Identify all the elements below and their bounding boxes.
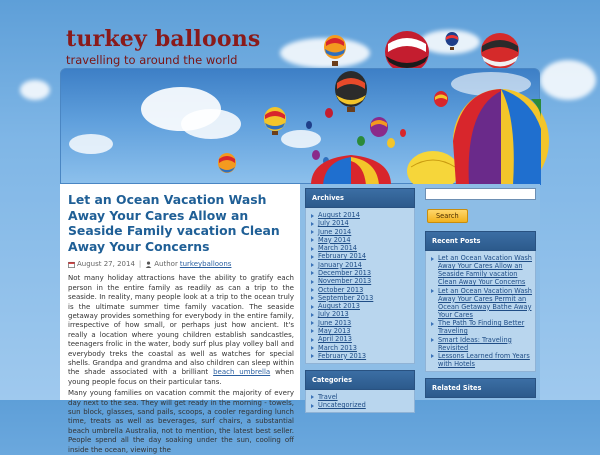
post-title[interactable]: Let an Ocean Vacation Wash Away Your Cares Allow an Seaside Family vacation Clean Away Your Concerns <box>68 192 280 254</box>
archive-item-link[interactable]: May 2013 <box>318 326 351 335</box>
meta-separator: | <box>138 260 142 269</box>
archive-item[interactable] <box>311 310 411 318</box>
post-body <box>68 274 294 455</box>
archive-item[interactable] <box>311 352 411 360</box>
main-content <box>60 184 300 454</box>
archive-item[interactable] <box>311 261 411 269</box>
categories-title: Categories <box>305 370 415 390</box>
archive-item-link[interactable]: April 2013 <box>318 335 352 344</box>
archive-item-link[interactable]: July 2013 <box>318 310 349 319</box>
site-title[interactable]: turkey balloons <box>66 26 261 52</box>
recent-post-item-link[interactable]: The Path To Finding Better Traveling <box>438 319 525 336</box>
author-link[interactable]: turkeyballoons <box>179 260 232 269</box>
recent-posts-list <box>431 254 532 368</box>
archive-item-link[interactable]: October 2013 <box>318 285 364 294</box>
category-item-link[interactable]: Travel <box>318 392 338 401</box>
recent-post-item-link[interactable]: Smart Ideas: Traveling Revisited <box>438 335 512 352</box>
category-item[interactable] <box>311 393 411 401</box>
archive-item[interactable] <box>311 302 411 310</box>
user-icon <box>145 261 152 268</box>
post-text: when young people focus on their particular tans. <box>68 368 294 386</box>
archive-item[interactable] <box>311 327 411 335</box>
archive-item-link[interactable]: August 2014 <box>318 211 360 219</box>
beach-umbrella-link[interactable]: beach umbrella <box>213 368 271 377</box>
archive-item-link[interactable]: September 2013 <box>318 293 374 302</box>
archive-item[interactable] <box>311 219 411 227</box>
archive-item-link[interactable]: February 2013 <box>318 351 367 360</box>
balloon-illustration <box>320 34 350 70</box>
archive-item[interactable] <box>311 344 411 352</box>
archive-item[interactable] <box>311 335 411 343</box>
site-tagline: travelling to around the world <box>66 53 238 67</box>
archive-item-link[interactable]: June 2013 <box>318 318 352 327</box>
post-paragraph: Many young families on vacation commit the majority of every day next to the sea. They will get ready in the morning - towels, sun block, glasses, sand pails, scoops, a cooler regarding lunch time, treats as well as beverages, surf chairs, a substantial beach umbrella Australia, not to mention, the latest best seller. People spend all the day soaking under the sun, cooling off inside the ocean, viewing the <box>68 389 294 454</box>
archive-item[interactable] <box>311 269 411 277</box>
recent-post-item-link[interactable]: Let an Ocean Vacation Wash Away Your Cares Permit an Ocean Getaway Bathe Away Your Cares <box>438 286 532 319</box>
sidebar-right <box>420 184 540 400</box>
recent-post-item[interactable] <box>431 319 532 335</box>
recent-post-item[interactable] <box>431 352 532 368</box>
recent-post-item[interactable] <box>431 336 532 352</box>
archive-item-link[interactable]: May 2014 <box>318 235 351 244</box>
related-sites-title: Related Sites <box>425 378 536 398</box>
author-label: Author <box>154 260 178 269</box>
archive-item[interactable] <box>311 294 411 302</box>
sky-cloud <box>20 80 50 100</box>
archive-item-link[interactable]: November 2013 <box>318 277 372 286</box>
archive-item-link[interactable]: March 2013 <box>318 343 357 352</box>
sky-cloud <box>540 60 596 100</box>
archive-item[interactable] <box>311 319 411 327</box>
archive-item-link[interactable]: March 2014 <box>318 244 357 253</box>
balloon-illustration <box>444 32 460 52</box>
recent-post-item-link[interactable]: Lessons Learned from Years with Hotels <box>438 351 530 368</box>
archive-item-link[interactable]: February 2014 <box>318 252 367 261</box>
recent-posts-widget <box>425 251 536 372</box>
archives-title: Archives <box>305 188 415 208</box>
post-paragraph <box>68 274 294 387</box>
archive-item[interactable] <box>311 211 411 219</box>
post-date: August 27, 2014 <box>77 260 135 269</box>
search-input[interactable] <box>425 188 536 200</box>
archive-item[interactable] <box>311 236 411 244</box>
sidebar-left <box>300 184 420 410</box>
archive-item-link[interactable]: August 2013 <box>318 302 360 311</box>
calendar-icon <box>68 261 75 268</box>
header-banner <box>60 68 540 184</box>
search-button[interactable]: Search <box>427 209 468 223</box>
banner-balloons-image <box>61 69 541 185</box>
categories-list <box>311 393 411 409</box>
archive-item[interactable] <box>311 244 411 252</box>
archive-item-link[interactable]: June 2014 <box>318 227 352 236</box>
post-meta <box>68 260 294 268</box>
recent-posts-title: Recent Posts <box>425 231 536 251</box>
archive-item[interactable] <box>311 252 411 260</box>
recent-post-item[interactable] <box>431 287 532 319</box>
category-item-link[interactable]: Uncategorized <box>318 401 366 410</box>
recent-post-item-link[interactable]: Let an Ocean Vacation Wash Away Your Cares Allow an Seaside Family vacation Clean Away Your Concerns <box>438 254 532 287</box>
categories-widget <box>305 390 415 413</box>
archive-item-link[interactable]: January 2014 <box>318 260 362 269</box>
archive-item-link[interactable]: July 2014 <box>318 219 349 228</box>
post-text: Not many holiday attractions have the ability to gratify each person in the entire family as readily as can a trip to the seaside. In reality, many people look at a trip to the ocean truly is the ultimate summer time family vacation. The seaside getaway provides something for everybody in the entire family, irrespective of how small, or perhaps just how ancient. It's really a location where young children establish sandcastles, teenagers frolic in the water, body surf plus play volley ball and everybody treks the coastal as well as watches for special shells. Grandpa and grandma and also children can sleep within the shade associated with a brilliant <box>68 274 294 377</box>
archives-widget <box>305 208 415 364</box>
archives-list <box>311 211 411 360</box>
archive-item[interactable] <box>311 286 411 294</box>
category-item[interactable] <box>311 401 411 409</box>
archive-item-link[interactable]: December 2013 <box>318 268 372 277</box>
recent-post-item[interactable] <box>431 254 532 286</box>
archive-item[interactable] <box>311 277 411 285</box>
archive-item[interactable] <box>311 228 411 236</box>
